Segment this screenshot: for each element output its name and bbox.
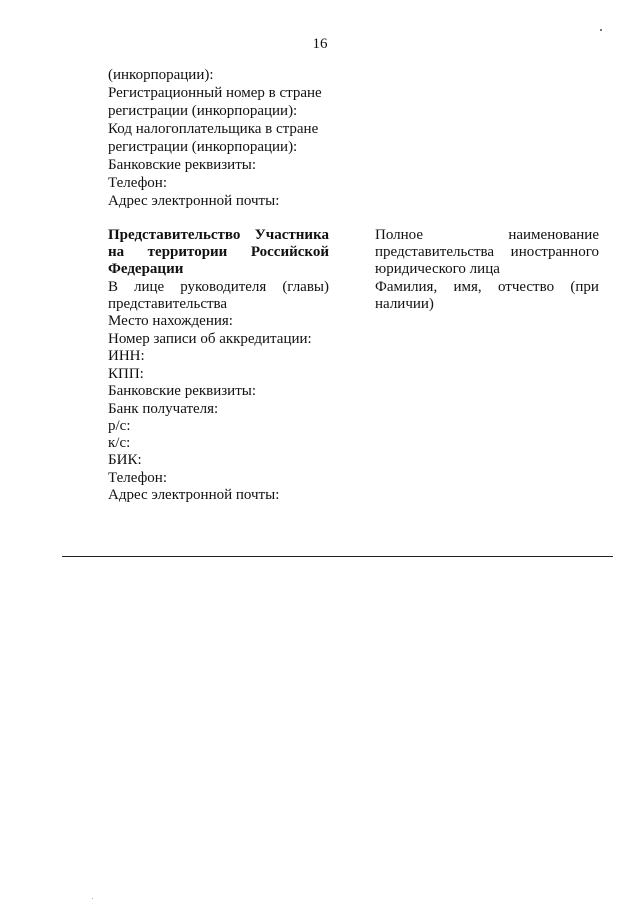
title-word: территории xyxy=(147,244,228,260)
continued-line: Банковские реквизиты: xyxy=(108,157,257,173)
full-name-word: Полное xyxy=(375,227,423,243)
continued-line: Код налогоплательщика в стране xyxy=(108,121,319,137)
full-name-word: представительства xyxy=(375,244,495,260)
continued-line: Регистрационный номер в стране xyxy=(108,85,322,101)
fio-word: Фамилия, xyxy=(375,279,438,295)
scan-mark xyxy=(92,898,93,899)
manager-word: лице xyxy=(134,279,165,295)
field-label: БИК: xyxy=(108,452,142,468)
title-word: Российской xyxy=(250,244,329,260)
title-word: Участника xyxy=(254,227,329,243)
title-word: на xyxy=(108,244,125,260)
scan-mark xyxy=(600,29,602,31)
title-word: Представительство xyxy=(108,227,241,243)
field-label: КПП: xyxy=(108,366,144,382)
continued-line: Адрес электронной почты: xyxy=(108,193,280,209)
field-label: Адрес электронной почты: xyxy=(108,487,280,503)
representation-title-line xyxy=(108,227,329,244)
manager-line: представительства xyxy=(108,296,228,312)
field-label: Место нахождения: xyxy=(108,313,233,329)
fio-word: (при xyxy=(570,279,599,295)
page-number: 16 xyxy=(312,36,328,52)
field-label: р/с: xyxy=(108,418,131,434)
manager-word: руководителя xyxy=(180,279,267,295)
fio-word: отчество xyxy=(497,279,555,295)
fio-line xyxy=(375,279,599,296)
field-label: Номер записи об аккредитации: xyxy=(108,331,312,347)
field-label: Банк получателя: xyxy=(108,401,219,417)
continued-line: регистрации (инкорпорации): xyxy=(108,139,298,155)
fio-word: имя, xyxy=(453,279,482,295)
field-label: к/с: xyxy=(108,435,131,451)
footer-rule xyxy=(62,556,613,557)
full-name-line: юридического лица xyxy=(375,261,500,277)
manager-word: В xyxy=(108,279,119,295)
field-label: Телефон: xyxy=(108,470,167,486)
full-name-word: наименование xyxy=(508,227,599,243)
full-name-line xyxy=(375,227,599,244)
representation-title-line xyxy=(108,244,329,261)
representation-title-line: Федерации xyxy=(108,261,184,277)
manager-line xyxy=(108,279,329,296)
fio-line: наличии) xyxy=(375,296,434,312)
full-name-word: иностранного xyxy=(510,244,599,260)
manager-word: (главы) xyxy=(282,279,329,295)
field-label: Банковские реквизиты: xyxy=(108,383,257,399)
continued-line: регистрации (инкорпорации): xyxy=(108,103,298,119)
continued-line: (инкорпорации): xyxy=(108,67,214,83)
field-label: ИНН: xyxy=(108,348,145,364)
continued-line: Телефон: xyxy=(108,175,167,191)
full-name-line xyxy=(375,244,599,261)
